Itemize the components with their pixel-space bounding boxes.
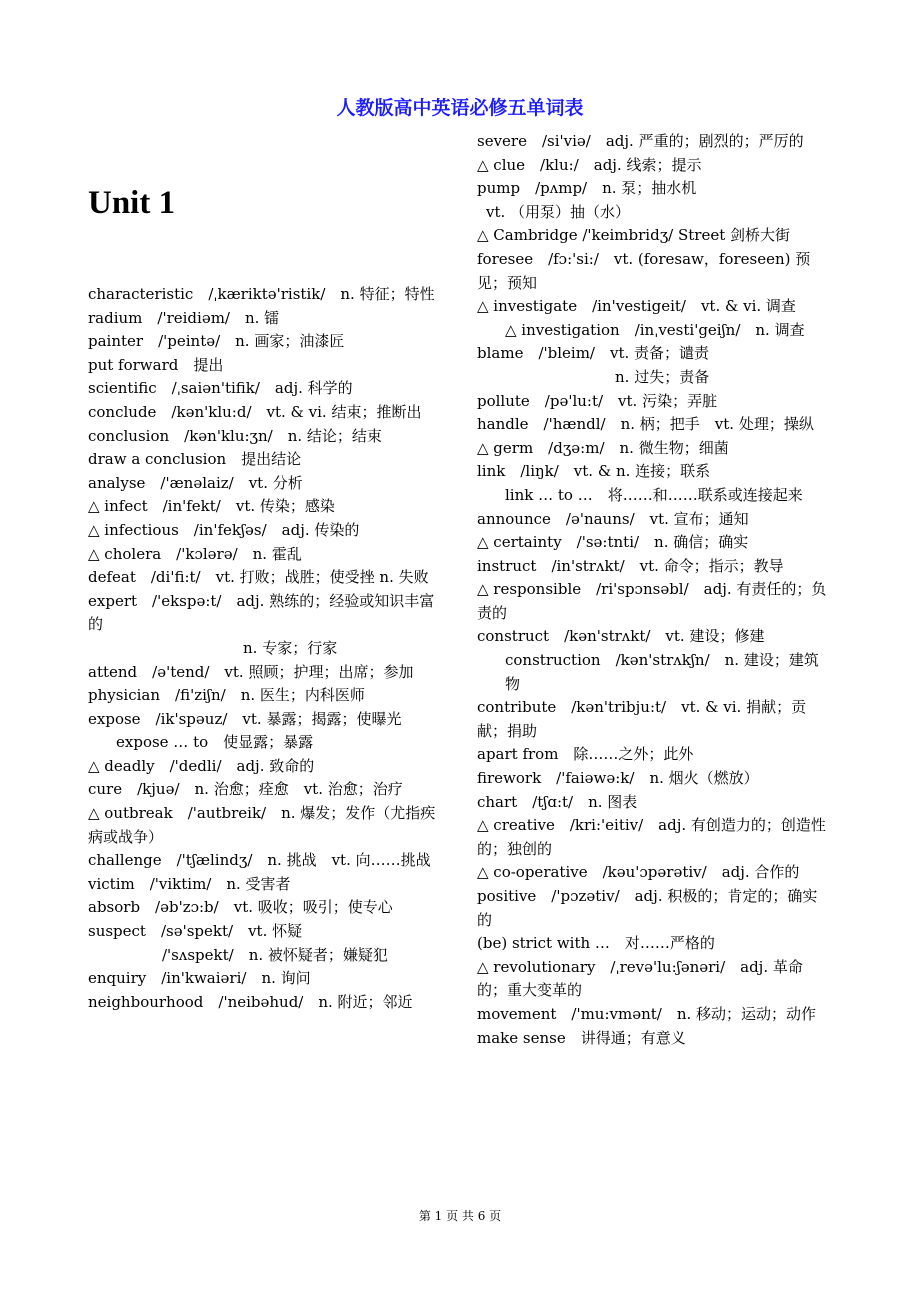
vocab-entry: △ creative /kri:'eitiv/ adj. 有创造力的；创造性的；独创的 <box>477 816 826 858</box>
page-footer: 第 1 页 共 6 页 <box>418 1209 502 1223</box>
left-vocabulary-column <box>88 283 440 1014</box>
vocab-entry-sense: vt. （用泵）抽（水） <box>486 202 631 221</box>
vocab-entry: contribute /kən'tribju:t/ vt. & vi. 捐献；贡献；捐助 <box>477 698 807 740</box>
vocab-entry: painter /'peintə/ n. 画家；油漆匠 <box>88 332 345 351</box>
vocab-entry: △ germ /dʒə:m/ n. 微生物；细菌 <box>477 438 729 457</box>
right-vocabulary-column <box>477 130 829 1050</box>
vocab-entry: firework /'faiəwə:k/ n. 烟火（燃放） <box>477 769 759 788</box>
vocab-entry: announce /ə'nauns/ vt. 宣布；通知 <box>477 509 749 528</box>
vocab-entry: construct /kən'strʌkt/ vt. 建设；修建 <box>477 627 765 646</box>
vocab-entry: chart /tʃɑ:t/ n. 图表 <box>477 792 638 811</box>
vocab-entry: △ investigate /in'vestigeit/ vt. & vi. 调查 <box>477 297 796 316</box>
unit-heading: Unit 1 <box>88 185 176 221</box>
vocab-entry: expose /ik'spəuz/ vt. 暴露；揭露；使曝光 <box>88 709 402 728</box>
vocab-entry-sense: /'sʌspekt/ n. 被怀疑者；嫌疑犯 <box>162 945 388 964</box>
vocab-entry: put forward 提出 <box>88 355 224 374</box>
vocab-entry: enquiry /in'kwaiəri/ n. 询问 <box>88 969 311 988</box>
vocab-entry: pollute /pə'lu:t/ vt. 污染；弄脏 <box>477 391 718 410</box>
vocab-entry: foresee /fɔ:'si:/ vt. (foresaw，foreseen) 预见；预知 <box>477 249 811 292</box>
vocab-entry-sense: n. 过失；责备 <box>615 367 710 386</box>
vocab-entry: scientific /ˌsaiən'tifik/ adj. 科学的 <box>88 379 353 398</box>
vocab-entry-phrase: link … to … 将……和……联系或连接起来 <box>505 485 803 504</box>
vocab-entry: victim /'viktim/ n. 受害者 <box>88 874 291 893</box>
vocab-entry: radium /'reidiəm/ n. 镭 <box>88 308 280 327</box>
vocab-entry: △ investigation /inˌvesti'geiʃn/ n. 调查 <box>505 320 805 339</box>
vocab-entry: conclude /kən'klu:d/ vt. & vi. 结束；推断出 <box>88 402 422 421</box>
vocab-entry: analyse /'ænəlaiz/ vt. 分析 <box>88 473 303 492</box>
vocab-entry: △ revolutionary /ˌrevə'lu:ʃənəri/ adj. 革命的；重大变革的 <box>477 957 803 1000</box>
vocab-entry: cure /kjuə/ n. 治愈；痊愈 vt. 治愈；治疗 <box>88 780 403 799</box>
vocab-entry: draw a conclusion 提出结论 <box>88 450 302 469</box>
vocab-entry: blame /'bleim/ vt. 责备；谴责 <box>477 344 710 363</box>
vocab-entry: instruct /in'strʌkt/ vt. 命令；指示；教导 <box>477 556 784 575</box>
vocab-entry: suspect /sə'spekt/ vt. 怀疑 <box>88 922 303 941</box>
vocab-entry: △ infect /in'fekt/ vt. 传染；感染 <box>88 497 335 516</box>
vocab-entry-phrase: expose … to 使显露；暴露 <box>116 733 314 752</box>
vocab-entry: characteristic /ˌkæriktə'ristik/ n. 特征；特性 <box>88 285 435 303</box>
vocab-entry: neighbourhood /'neibəhud/ n. 附近；邻近 <box>88 992 413 1011</box>
vocab-entry: △ outbreak /'autbreik/ n. 爆发；发作（尤指疾病或战争） <box>88 804 436 846</box>
vocab-entry: △ responsible /ri'spɔnsəbl/ adj. 有责任的；负责的 <box>477 580 827 622</box>
vocab-entry-sense: n. 专家；行家 <box>243 638 338 657</box>
vocab-entry: △ infectious /in'fekʃəs/ adj. 传染的 <box>88 520 360 539</box>
vocab-entry: attend /ə'tend/ vt. 照顾；护理；出席；参加 <box>88 662 414 681</box>
vocab-entry: link /liŋk/ vt. & n. 连接；联系 <box>477 462 711 481</box>
vocab-entry: conclusion /kən'klu:ʒn/ n. 结论；结束 <box>88 426 382 445</box>
vocab-entry: △ cholera /'kɔlərə/ n. 霍乱 <box>88 544 302 563</box>
vocab-entry: absorb /əb'zɔ:b/ vt. 吸收；吸引；使专心 <box>88 898 393 917</box>
vocab-entry: △ co-operative /kəu'ɔpərətiv/ adj. 合作的 <box>477 863 800 882</box>
document-title: 人教版高中英语必修五单词表 <box>336 97 584 119</box>
vocab-entry: pump /pʌmp/ n. 泵；抽水机 <box>477 179 697 198</box>
vocab-entry: △ clue /klu:/ adj. 线索；提示 <box>477 155 702 174</box>
vocab-entry: physician /fi'ziʃn/ n. 医生；内科医师 <box>88 686 365 705</box>
vocab-entry: make sense 讲得通；有意义 <box>477 1028 686 1047</box>
vocab-entry: defeat /di'fi:t/ vt. 打败；战胜；使受挫 n. 失败 <box>88 568 429 587</box>
vocab-entry: (be) strict with … 对……严格的 <box>477 934 715 953</box>
vocab-entry: construction /kən'strʌkʃn/ n. 建设；建筑物 <box>505 651 819 693</box>
vocab-entry: challenge /'tʃælindʒ/ n. 挑战 vt. 向……挑战 <box>88 851 431 870</box>
vocab-entry: △ deadly /'dedli/ adj. 致命的 <box>88 756 315 775</box>
vocab-entry: apart from 除……之外；此外 <box>477 745 694 764</box>
vocab-entry: positive /'pɔzətiv/ adj. 积极的；肯定的；确实的 <box>477 887 818 929</box>
vocab-entry: movement /'mu:vmənt/ n. 移动；运动；动作 <box>477 1004 817 1023</box>
vocab-entry: severe /si'viə/ adj. 严重的；剧烈的；严厉的 <box>477 132 804 150</box>
vocab-entry: △ Cambridge /'keimbridʒ/ Street 剑桥大街 <box>477 226 791 245</box>
vocab-entry: △ certainty /'sə:tnti/ n. 确信；确实 <box>477 533 749 552</box>
vocab-entry: expert /'ekspə:t/ adj. 熟练的；经验或知识丰富的 <box>88 591 435 634</box>
vocab-entry: handle /'hændl/ n. 柄；把手 vt. 处理；操纵 <box>477 415 814 434</box>
